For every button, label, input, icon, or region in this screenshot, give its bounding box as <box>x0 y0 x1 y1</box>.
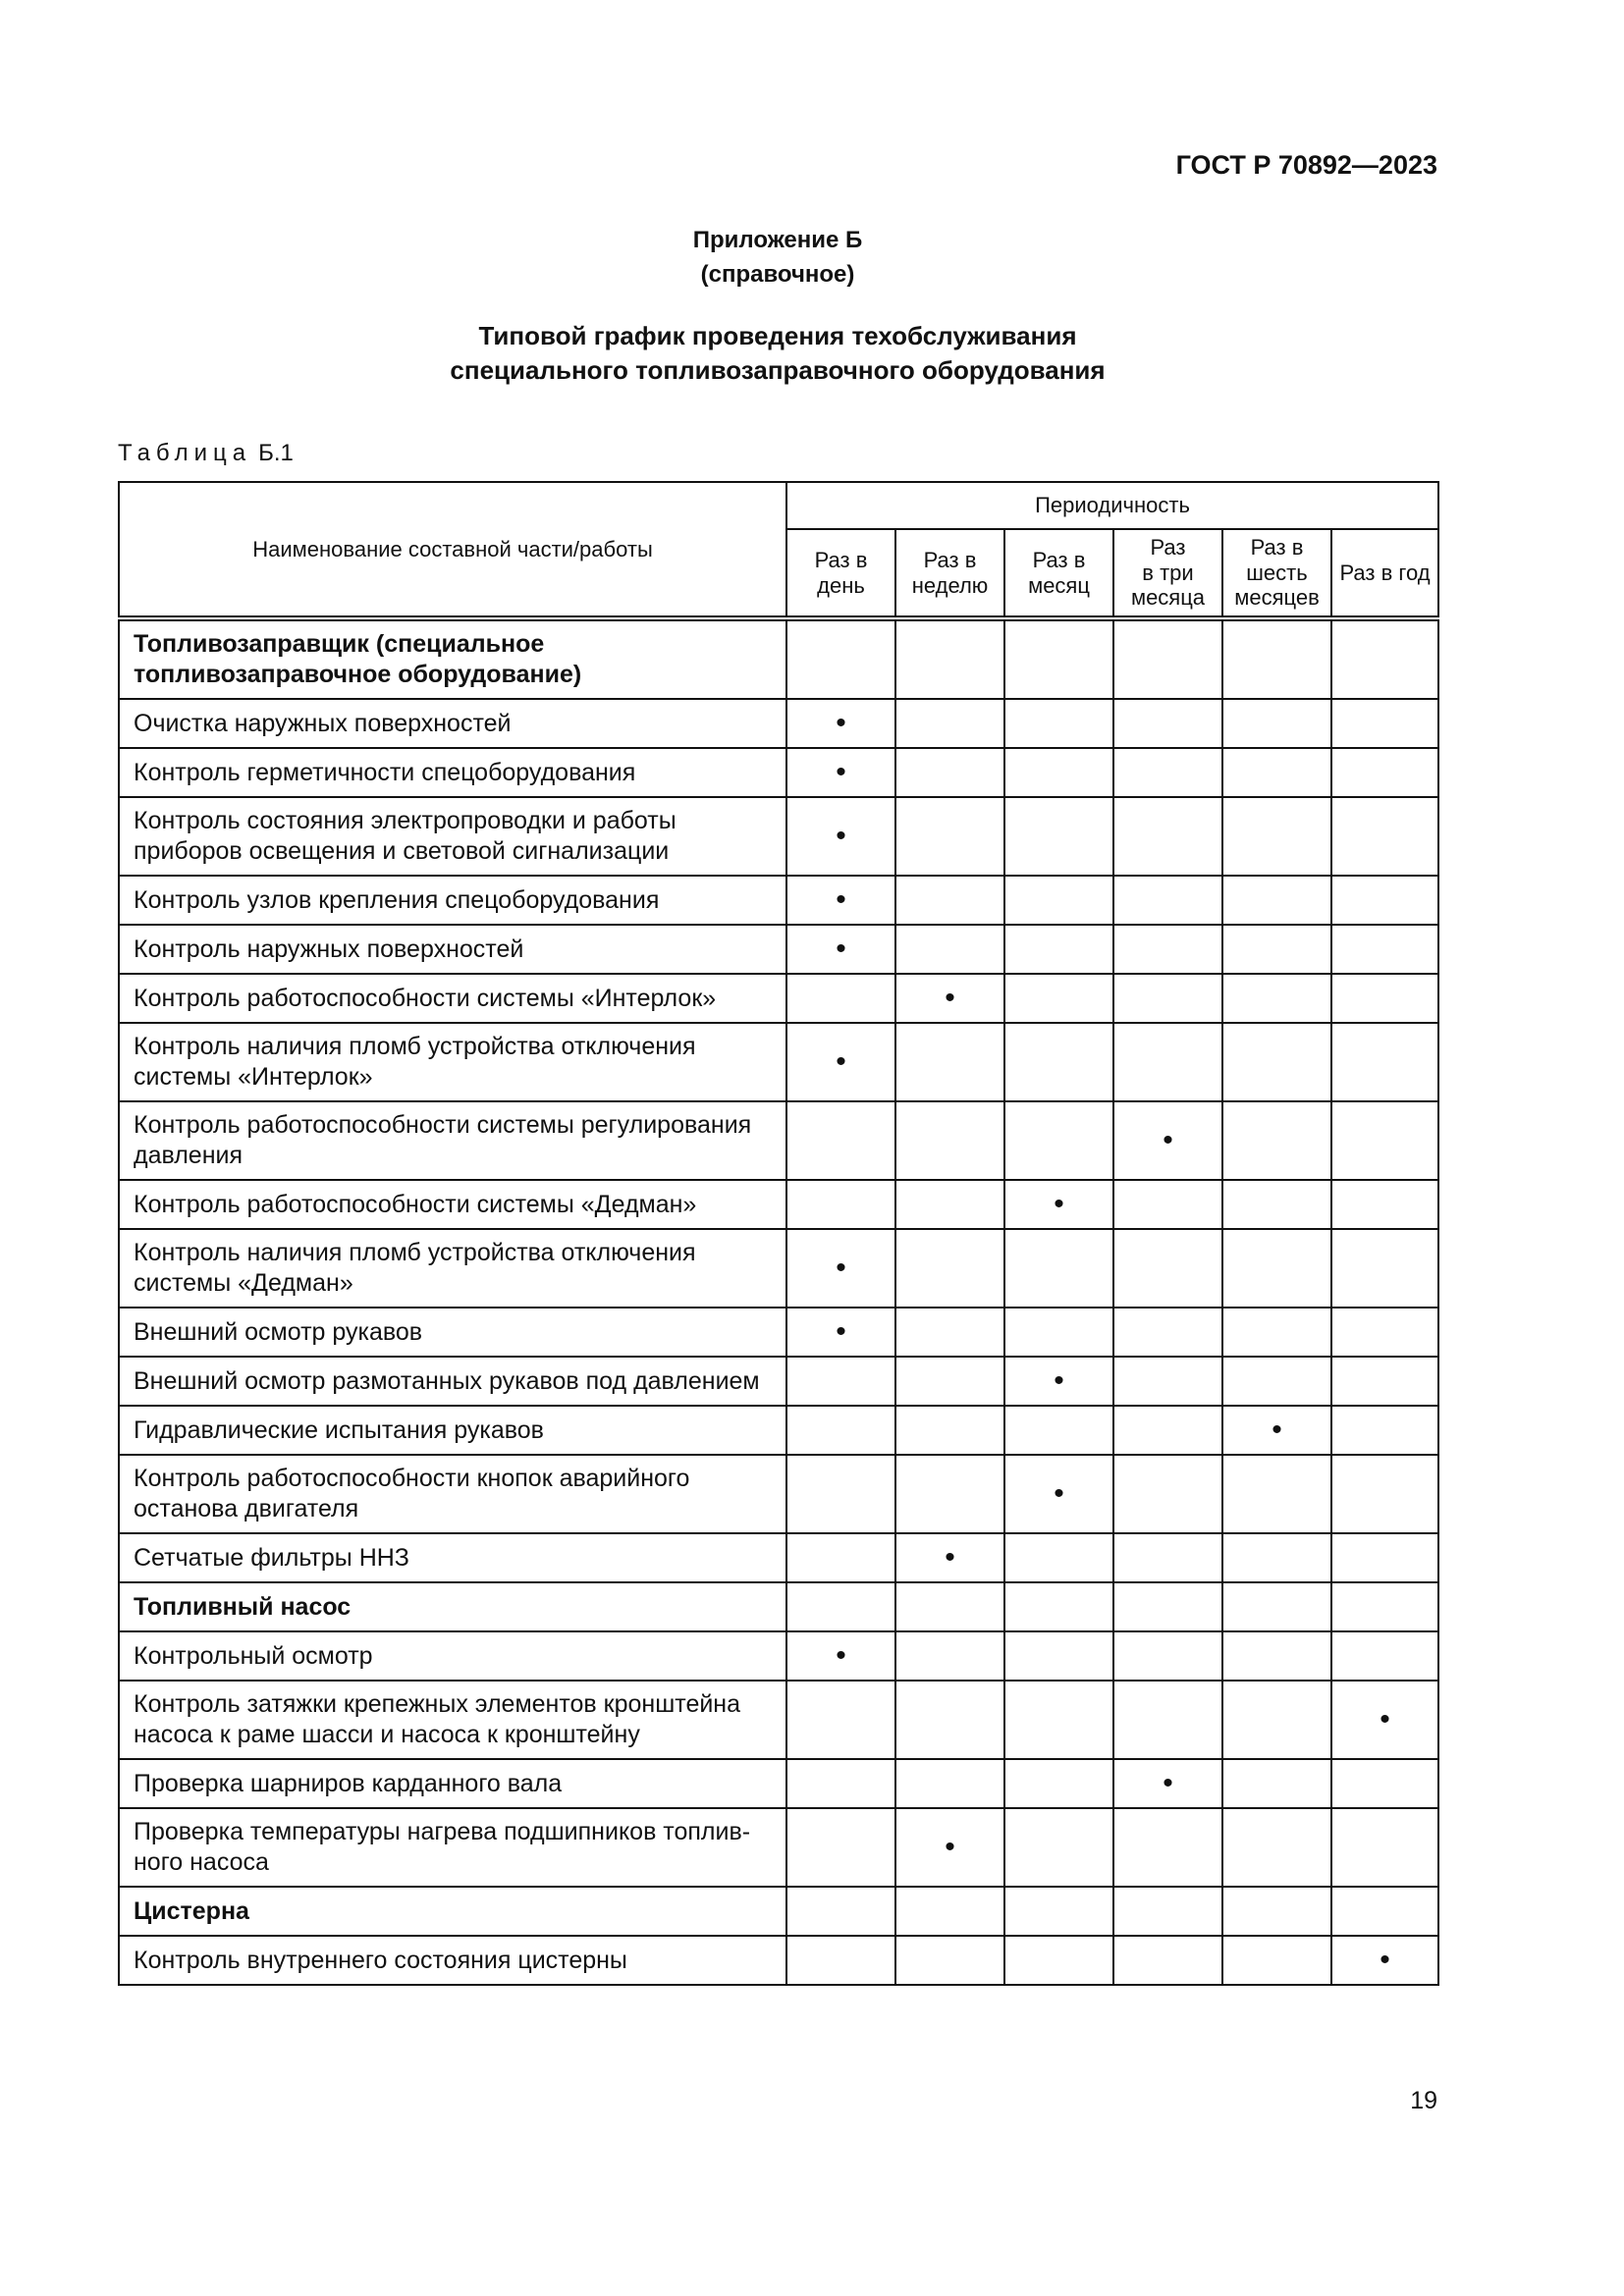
period-cell <box>786 1759 895 1808</box>
period-cell-marked: • <box>786 1631 895 1681</box>
table-header-row <box>119 482 1438 529</box>
period-cell <box>1331 1533 1438 1582</box>
table-row <box>119 699 1438 748</box>
period-cell <box>1113 1455 1222 1533</box>
period-cell <box>1113 699 1222 748</box>
period-cell <box>786 1357 895 1406</box>
period-cell <box>1004 1808 1113 1887</box>
period-cell <box>1222 974 1331 1023</box>
period-cell <box>786 1808 895 1887</box>
period-column-six-months: Раз в шесть месяцев <box>1222 529 1331 618</box>
table-row <box>119 1455 1438 1533</box>
period-cell <box>1004 974 1113 1023</box>
period-cell <box>1004 1936 1113 1985</box>
period-cell <box>786 1681 895 1759</box>
period-cell <box>1113 1631 1222 1681</box>
period-cell <box>1331 1023 1438 1101</box>
period-cell <box>1113 1180 1222 1229</box>
period-cell-marked: • <box>895 1808 1004 1887</box>
period-cell <box>1004 1533 1113 1582</box>
period-cell <box>895 1887 1004 1936</box>
row-name: Внешний осмотр размотанных рукавов под давлением <box>119 1357 786 1406</box>
period-cell <box>1113 925 1222 974</box>
period-cell-marked: • <box>786 699 895 748</box>
period-cell <box>895 618 1004 699</box>
section-title: Цистерна <box>119 1887 786 1936</box>
period-cell <box>1004 618 1113 699</box>
period-cell-marked: • <box>786 1229 895 1308</box>
period-column-month: Раз в месяц <box>1004 529 1113 618</box>
period-cell <box>1113 1582 1222 1631</box>
period-cell <box>1331 1455 1438 1533</box>
period-cell <box>1222 1357 1331 1406</box>
period-cell <box>786 1406 895 1455</box>
period-cell <box>1113 748 1222 797</box>
period-cell <box>1222 1631 1331 1681</box>
row-name: Контроль наружных поверхностей <box>119 925 786 974</box>
period-cell <box>1004 925 1113 974</box>
table-row <box>119 797 1438 876</box>
table-row <box>119 974 1438 1023</box>
period-cell <box>895 1681 1004 1759</box>
period-cell <box>1004 748 1113 797</box>
period-cell <box>1331 1357 1438 1406</box>
period-cell <box>1004 876 1113 925</box>
periodicity-header: Периодичность <box>786 482 1438 529</box>
period-cell <box>1331 1582 1438 1631</box>
period-cell <box>1222 1887 1331 1936</box>
period-cell <box>1004 1101 1113 1180</box>
period-cell <box>1113 618 1222 699</box>
period-cell <box>1113 1533 1222 1582</box>
table-row <box>119 876 1438 925</box>
table-row <box>119 925 1438 974</box>
period-cell <box>786 1887 895 1936</box>
period-cell <box>895 748 1004 797</box>
row-name: Сетчатые фильтры ННЗ <box>119 1533 786 1582</box>
period-cell <box>1222 1533 1331 1582</box>
period-cell <box>1331 876 1438 925</box>
period-cell <box>786 1936 895 1985</box>
period-cell <box>1004 1229 1113 1308</box>
period-cell-marked: • <box>786 748 895 797</box>
period-cell-marked: • <box>1113 1101 1222 1180</box>
period-cell <box>786 974 895 1023</box>
row-name: Контроль работоспособности системы «Интерлок» <box>119 974 786 1023</box>
period-cell <box>1222 618 1331 699</box>
period-cell <box>1331 1180 1438 1229</box>
period-cell <box>895 1180 1004 1229</box>
period-cell <box>1222 1681 1331 1759</box>
table-row <box>119 1180 1438 1229</box>
period-cell-marked: • <box>1004 1357 1113 1406</box>
period-cell <box>1331 1229 1438 1308</box>
period-cell <box>895 1759 1004 1808</box>
row-name: Контрольный осмотр <box>119 1631 786 1681</box>
period-cell-marked: • <box>1004 1180 1113 1229</box>
period-cell-marked: • <box>786 876 895 925</box>
table-row <box>119 748 1438 797</box>
period-cell <box>1004 1681 1113 1759</box>
period-cell <box>1113 1308 1222 1357</box>
period-cell <box>1331 797 1438 876</box>
period-cell <box>1331 974 1438 1023</box>
period-cell <box>1222 1308 1331 1357</box>
appendix-label: Приложение Б <box>692 227 863 253</box>
period-column-week: Раз в неделю <box>895 529 1004 618</box>
period-cell <box>895 1308 1004 1357</box>
section-header-row <box>119 618 1438 699</box>
period-cell <box>1004 1308 1113 1357</box>
period-cell <box>1222 797 1331 876</box>
period-cell <box>895 876 1004 925</box>
period-cell <box>1113 1681 1222 1759</box>
period-cell <box>1222 1180 1331 1229</box>
period-cell <box>786 618 895 699</box>
table-row <box>119 1023 1438 1101</box>
period-cell <box>1331 748 1438 797</box>
period-column-year: Раз в год <box>1331 529 1438 618</box>
period-cell <box>1004 1887 1113 1936</box>
period-cell <box>1331 1101 1438 1180</box>
period-cell <box>1113 1936 1222 1985</box>
period-cell-marked: • <box>1331 1681 1438 1759</box>
section-title: Топливозаправщик (специальное топливозаправочное оборудование) <box>119 618 786 699</box>
row-name: Проверка шарниров карданного вала <box>119 1759 786 1808</box>
table-row <box>119 1631 1438 1681</box>
period-cell <box>895 1631 1004 1681</box>
row-name: Контроль узлов крепления спецоборудования <box>119 876 786 925</box>
period-cell <box>895 1229 1004 1308</box>
period-cell-marked: • <box>786 1023 895 1101</box>
section-header-row <box>119 1582 1438 1631</box>
name-column-header: Наименование составной части/работы <box>119 482 786 618</box>
table-row <box>119 1533 1438 1582</box>
period-cell <box>1222 1101 1331 1180</box>
period-cell <box>1331 1308 1438 1357</box>
period-cell <box>1222 876 1331 925</box>
period-column-three-months: Раз в три месяца <box>1113 529 1222 618</box>
row-name: Очистка наружных поверхностей <box>119 699 786 748</box>
period-cell <box>1004 699 1113 748</box>
period-cell <box>895 1357 1004 1406</box>
row-name: Контроль работоспособности системы регулирования давления <box>119 1101 786 1180</box>
table-row <box>119 1681 1438 1759</box>
period-cell <box>786 1101 895 1180</box>
row-name: Контроль состояния электропроводки и работы приборов освещения и световой сигнализации <box>119 797 786 876</box>
period-cell <box>895 1406 1004 1455</box>
maintenance-schedule-table <box>118 481 1439 1986</box>
period-cell <box>786 1533 895 1582</box>
section-title: Топливный насос <box>119 1582 786 1631</box>
period-cell <box>1113 797 1222 876</box>
table-header <box>119 482 1438 618</box>
period-cell-marked: • <box>786 925 895 974</box>
row-name: Контроль работоспособности кнопок аварийного останова двигателя <box>119 1455 786 1533</box>
table-row <box>119 1357 1438 1406</box>
period-cell-marked: • <box>1331 1936 1438 1985</box>
page-number: 19 <box>1410 2087 1437 2114</box>
period-cell <box>1222 1229 1331 1308</box>
period-cell <box>1222 1582 1331 1631</box>
period-cell <box>1004 1759 1113 1808</box>
row-name: Контроль работоспособности системы «Дедман» <box>119 1180 786 1229</box>
period-cell-marked: • <box>895 1533 1004 1582</box>
period-cell <box>1331 1808 1438 1887</box>
row-name: Контроль герметичности спецоборудования <box>119 748 786 797</box>
period-cell <box>1222 1023 1331 1101</box>
row-name: Контроль наличия пломб устройства отключения системы «Интерлок» <box>119 1023 786 1101</box>
appendix-status: (справочное) <box>700 261 855 288</box>
period-cell <box>1222 1759 1331 1808</box>
period-cell <box>1004 1023 1113 1101</box>
table-row <box>119 1229 1438 1308</box>
period-cell <box>786 1582 895 1631</box>
section-header-row <box>119 1887 1438 1936</box>
period-cell <box>1222 1455 1331 1533</box>
document-code: ГОСТ Р 70892—2023 <box>1175 150 1437 180</box>
period-cell <box>1331 618 1438 699</box>
period-column-day: Раз в день <box>786 529 895 618</box>
period-cell <box>1113 876 1222 925</box>
table-row <box>119 1308 1438 1357</box>
table-row <box>119 1759 1438 1808</box>
row-name: Контроль затяжки крепежных элементов кронштейна насоса к раме шасси и насоса к кронштейну <box>119 1681 786 1759</box>
document-title-line-1: Типовой график проведения техобслуживания <box>478 321 1077 350</box>
period-cell <box>1004 1582 1113 1631</box>
period-cell-marked: • <box>1004 1455 1113 1533</box>
period-cell <box>1222 748 1331 797</box>
period-cell-marked: • <box>895 974 1004 1023</box>
table-row <box>119 1101 1438 1180</box>
period-cell <box>1222 1936 1331 1985</box>
period-cell <box>1222 1808 1331 1887</box>
row-name: Проверка температуры нагрева подшипников топлив- ного насоса <box>119 1808 786 1887</box>
period-cell <box>895 925 1004 974</box>
period-cell <box>1113 1357 1222 1406</box>
row-name: Гидравлические испытания рукавов <box>119 1406 786 1455</box>
table-caption-number: Б.1 <box>258 440 294 466</box>
period-cell <box>895 797 1004 876</box>
period-cell <box>1331 699 1438 748</box>
period-cell <box>1331 1887 1438 1936</box>
row-name: Внешний осмотр рукавов <box>119 1308 786 1357</box>
table-row <box>119 1936 1438 1985</box>
period-cell <box>1113 974 1222 1023</box>
period-cell <box>1331 1406 1438 1455</box>
period-cell <box>786 1455 895 1533</box>
period-cell <box>786 1180 895 1229</box>
period-cell-marked: • <box>1113 1759 1222 1808</box>
table-body <box>119 618 1438 1985</box>
table-row <box>119 1406 1438 1455</box>
period-cell <box>1113 1887 1222 1936</box>
period-cell <box>895 1023 1004 1101</box>
period-cell <box>1222 925 1331 974</box>
period-cell-marked: • <box>1222 1406 1331 1455</box>
period-cell <box>1004 797 1113 876</box>
table-caption <box>118 439 294 468</box>
row-name: Контроль наличия пломб устройства отключения системы «Дедман» <box>119 1229 786 1308</box>
period-cell <box>1113 1406 1222 1455</box>
period-cell-marked: • <box>786 1308 895 1357</box>
document-title <box>118 319 1437 388</box>
period-cell <box>1331 1759 1438 1808</box>
period-cell <box>1331 925 1438 974</box>
period-cell <box>1113 1023 1222 1101</box>
table-row <box>119 1808 1438 1887</box>
period-cell <box>1222 699 1331 748</box>
period-cell <box>1113 1229 1222 1308</box>
document-title-line-2: специального топливозаправочного оборудования <box>450 355 1106 385</box>
appendix-heading <box>118 223 1437 292</box>
period-cell <box>895 1101 1004 1180</box>
period-cell <box>1004 1631 1113 1681</box>
period-cell <box>895 1582 1004 1631</box>
row-name: Контроль внутреннего состояния цистерны <box>119 1936 786 1985</box>
period-cell-marked: • <box>786 797 895 876</box>
period-cell <box>895 1936 1004 1985</box>
table-caption-word: Таблица <box>118 440 252 466</box>
period-cell <box>895 1455 1004 1533</box>
period-cell <box>1331 1631 1438 1681</box>
period-cell <box>1113 1808 1222 1887</box>
period-cell <box>895 699 1004 748</box>
period-cell <box>1004 1406 1113 1455</box>
